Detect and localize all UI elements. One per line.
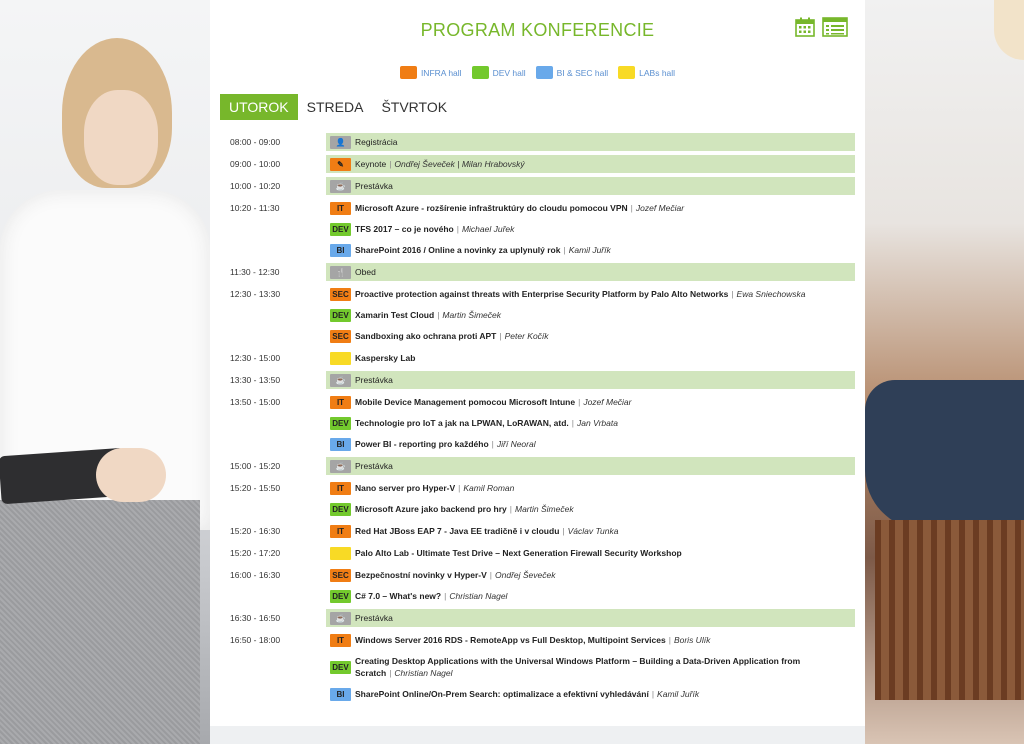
session-speakers: Christian Nagel [394,668,453,678]
separator: | [562,526,565,536]
session-text [355,158,525,170]
session-speakers: Christian Nagel [449,591,508,601]
slot-time: 13:30 - 13:50 [230,375,281,385]
program-panel [210,0,865,726]
session-title: Sandboxing ako ochrana proti APT [355,331,497,341]
person-icon: 👤 [330,136,351,149]
hall-badge: SEC [330,288,351,301]
separator: | [389,159,392,169]
legend-label: DEV hall [492,67,526,78]
session-row[interactable] [326,522,855,540]
session-speakers: Ondřej Ševeček | Milan Hrabovský [394,159,525,169]
session-text [355,396,632,408]
break-row [326,371,855,389]
lamp-image [994,0,1024,60]
session-title: Kaspersky Lab [355,353,416,363]
coffee-icon: ☕ [330,460,351,473]
session-text [355,634,710,646]
hall-badge: IT [330,634,351,647]
session-row[interactable] [326,587,855,605]
arm-image [865,380,1024,530]
separator: | [578,397,581,407]
hall-badge: DEV [330,223,351,236]
session-text [355,525,618,537]
slot-time: 08:00 - 09:00 [230,137,281,147]
session-text [355,330,549,342]
session-row[interactable] [326,393,855,411]
session-title: Palo Alto Lab - Ultimate Test Drive – Next Generation Firewall Security Workshop [355,548,682,558]
separator: | [437,310,440,320]
session-text [355,655,855,679]
hall-badge: IT [330,525,351,538]
session-text [355,244,611,256]
session-title: Windows Server 2016 RDS - RemoteApp vs Full Desktop, Multipoint Services [355,635,666,645]
cutlery-icon: 🍴 [330,266,351,279]
session-speakers: Ondřej Ševeček [495,570,556,580]
session-text [355,503,574,515]
session-title: Power BI - reporting pro každého [355,439,489,449]
session-title: SharePoint Online/On-Prem Search: optimalizace a efektivní vyhledávání [355,689,649,699]
session-speakers: Jozef Mečiar [635,203,685,213]
background-photo-woman [0,0,210,744]
background-photo-circuit [865,0,1024,744]
separator: | [509,504,512,514]
break-row [326,609,855,627]
separator: | [731,289,734,299]
separator: | [499,331,502,341]
session-row[interactable] [326,631,855,649]
session-speakers: Ewa Sniechowska [736,289,806,299]
session-title: C# 7.0 – What's new? [355,591,442,601]
person-face [84,90,158,185]
hall-badge: IT [330,396,351,409]
legend-swatch [618,66,635,79]
session-row[interactable] [326,435,855,453]
person-hand [96,448,166,502]
separator: | [651,689,655,699]
session-row[interactable] [326,349,855,367]
session-speakers: Kamil Roman [463,483,515,493]
session-title: Microsoft Azure - rozšírenie infraštruktúry do cloudu pomocou VPN [355,203,628,213]
session-row[interactable] [326,199,855,217]
session-text [355,482,514,494]
session-title: Proactive protection against threats with Enterprise Security Platform by Palo Alto Networks [355,289,729,299]
hall-badge [330,547,351,560]
session-speakers: Jan Vrbata [577,418,618,428]
legend-swatch [400,66,417,79]
separator: | [389,668,392,678]
session-row[interactable] [326,685,855,703]
session-title: Prestávka [355,181,393,191]
hall-badge: BI [330,438,351,451]
break-row [326,457,855,475]
hall-legend [210,66,865,79]
session-text [355,547,682,559]
hall-badge: DEV [330,309,351,322]
session-row[interactable] [326,544,855,562]
separator: | [456,224,459,234]
session-speakers: Jozef Mečiar [583,397,632,407]
session-text [355,136,398,148]
separator: | [458,483,461,493]
session-title: Red Hat JBoss EAP 7 - Java EE tradičně i v cloudu [355,526,560,536]
tab-streda[interactable]: STREDA [306,99,364,115]
separator: | [668,635,671,645]
slot-time: 15:20 - 16:30 [230,526,281,536]
slot-time: 15:00 - 15:20 [230,461,281,471]
slot-time: 16:30 - 16:50 [230,613,281,623]
session-title: Obed [355,267,376,277]
session-title: Microsoft Azure jako backend pro hry [355,504,507,514]
person-skirt [0,500,200,744]
session-row[interactable] [326,241,855,259]
break-row [326,133,855,151]
slot-time: 15:20 - 17:20 [230,548,281,558]
session-text [355,688,699,700]
session-speakers: Kamil Juřík [657,689,700,699]
separator: | [489,570,493,580]
tab-utorok[interactable]: UTOROK [220,94,298,120]
session-text [355,417,618,429]
legend-label: BI & SEC hall [556,67,609,78]
slot-time: 09:00 - 10:00 [230,159,281,169]
hall-badge [330,352,351,365]
session-row[interactable] [326,414,855,432]
session-title: TFS 2017 – co je nového [355,224,454,234]
session-speakers: Michael Juřek [461,224,515,234]
hall-badge: SEC [330,330,351,343]
view-switcher [795,17,848,37]
session-text [355,180,393,192]
separator: | [630,203,633,213]
slot-time: 11:30 - 12:30 [230,267,280,277]
pen-icon: ✎ [330,158,351,171]
hall-badge: DEV [330,503,351,516]
session-title: Xamarin Test Cloud [355,310,435,320]
coffee-icon: ☕ [330,374,351,387]
session-text [355,612,393,624]
hall-badge: DEV [330,417,351,430]
coffee-icon: ☕ [330,180,351,193]
tab-stvrtok[interactable]: ŠTVRTOK [381,99,448,115]
session-row[interactable] [326,327,855,345]
legend-swatch [472,66,489,79]
slot-time: 16:50 - 18:00 [230,635,281,645]
slot-time: 16:00 - 16:30 [230,570,281,580]
session-row[interactable] [326,652,855,682]
session-text [355,590,507,602]
circuit-board-image [875,520,1024,700]
session-row[interactable] [326,479,855,497]
slot-time: 12:30 - 13:30 [230,289,281,299]
session-title: Prestávka [355,375,393,385]
session-row[interactable] [326,566,855,584]
session-title: Creating Desktop Applications with the Universal Windows Platform – Building a Data-Driven Application from Scratch [355,656,801,678]
session-speakers: Martin Šimeček [515,504,574,514]
session-title: Technologie pro IoT a jak na LPWAN, LoRAWAN, atd. [355,418,569,428]
session-text [355,352,415,364]
legend-label: INFRA hall [420,67,462,78]
legend-item-bi-sec [536,66,609,79]
hall-badge: SEC [330,569,351,582]
legend-swatch [536,66,553,79]
session-row[interactable] [326,285,855,303]
legend-label: LABs hall [639,67,676,78]
calendar-icon[interactable] [795,17,815,37]
hall-badge: BI [330,688,351,701]
session-text [355,309,501,321]
session-title: SharePoint 2016 / Online a novinky za uplynulý rok [355,245,561,255]
coffee-icon: ☕ [330,612,351,625]
separator: | [491,439,494,449]
session-text [355,266,376,278]
legend-item-dev [472,66,526,79]
slot-time: 12:30 - 15:00 [230,353,281,363]
legend-item-infra [400,66,462,79]
break-row [326,263,855,281]
session-text [355,569,556,581]
break-row [326,177,855,195]
keynote-row[interactable] [326,155,855,173]
session-text [355,223,514,235]
session-title: Prestávka [355,461,393,471]
slot-time: 15:20 - 15:50 [230,483,281,493]
separator: | [444,591,447,601]
session-speakers: Martin Šimeček [442,310,501,320]
session-title: Mobile Device Management pomocou Microsoft Intune [355,397,576,407]
session-text [355,288,806,300]
session-text [355,438,536,450]
session-text [355,202,684,214]
page-title: PROGRAM KONFERENCIE [420,20,655,40]
list-icon[interactable] [822,17,848,37]
session-row[interactable] [326,500,855,518]
slot-time: 10:20 - 11:30 [230,203,280,213]
session-row[interactable] [326,306,855,324]
hall-badge: IT [330,482,351,495]
session-title: Registrácia [355,137,398,147]
session-speakers: Boris Ulík [673,635,711,645]
session-title: Nano server pro Hyper-V [355,483,456,493]
legend-item-labs [618,66,675,79]
hall-badge: DEV [330,661,351,674]
session-text [355,460,393,472]
session-text [355,374,393,386]
session-title: Prestávka [355,613,393,623]
session-speakers: Václav Tunka [567,526,619,536]
session-speakers: Jiří Neoral [496,439,536,449]
separator: | [571,418,574,428]
slot-time: 10:00 - 10:20 [230,181,281,191]
hall-badge: BI [330,244,351,257]
session-title: Bezpečnostní novinky v Hyper-V [355,570,487,580]
session-speakers: Kamil Juřík [568,245,611,255]
session-row[interactable] [326,220,855,238]
session-title: Keynote [355,159,387,169]
session-speakers: Peter Kočík [504,331,549,341]
separator: | [563,245,566,255]
hall-badge: DEV [330,590,351,603]
hall-badge: IT [330,202,351,215]
day-tabs [220,94,456,120]
slot-time: 13:50 - 15:00 [230,397,281,407]
